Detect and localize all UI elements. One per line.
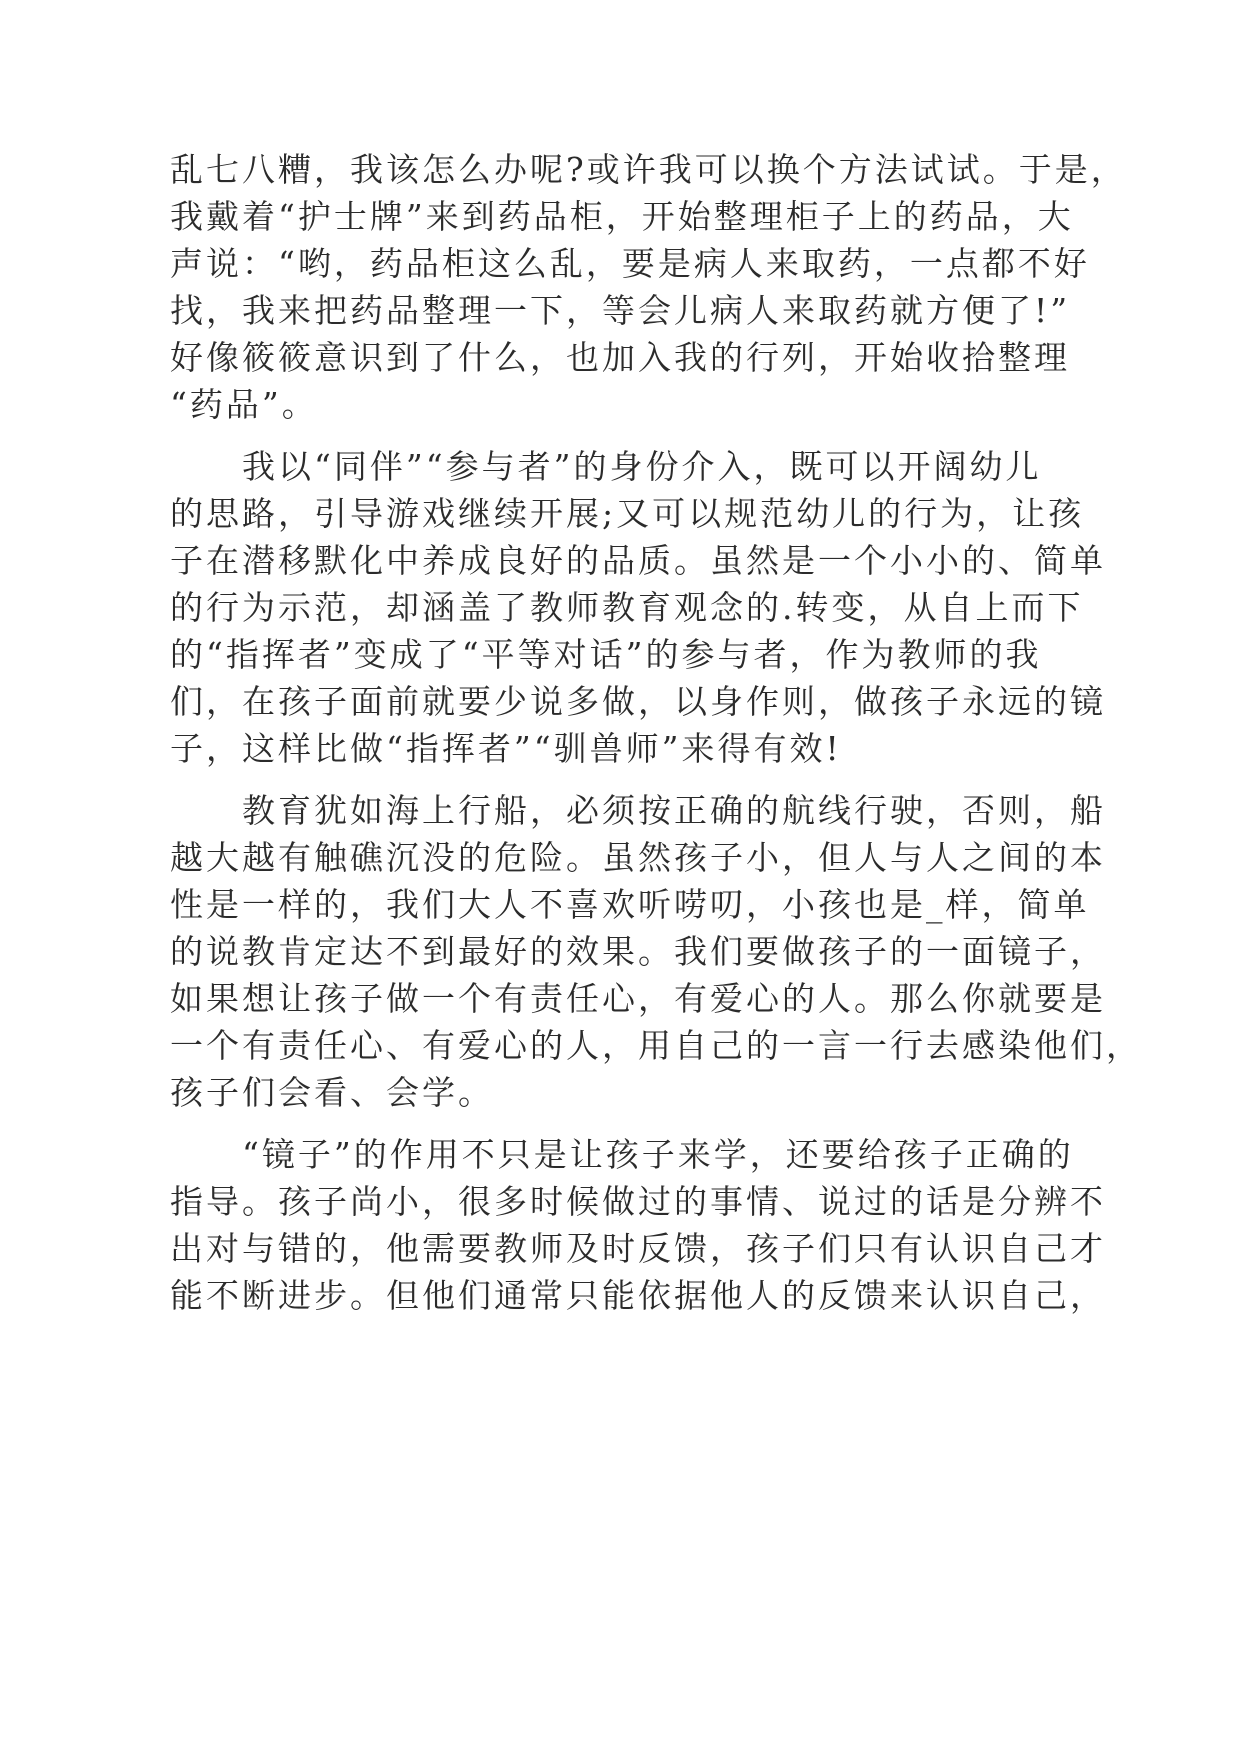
- text-line: 我戴着“护士牌”来到药品柜，开始整理柜子上的药品，大: [170, 197, 1074, 236]
- text-line: 的“指挥者”变成了“平等对话”的参与者，作为教师的我: [170, 635, 1042, 674]
- text-line: 教育犹如海上行船，必须按正确的航线行驶，否则，船: [170, 791, 1106, 830]
- text-line: 们，在孩子面前就要少说多做，以身作则，做孩子永远的镜: [170, 682, 1106, 721]
- text-line: 的说教肯定达不到最好的效果。我们要做孩子的一面镜子，: [170, 932, 1106, 971]
- text-line: 找，我来把药品整理一下，等会儿病人来取药就方便了!”: [170, 291, 1071, 330]
- text-line: 如果想让孩子做一个有责任心，有爱心的人。那么你就要是: [170, 979, 1106, 1018]
- text-line: 子在潜移默化中养成良好的品质。虽然是一个小小的、简单: [170, 541, 1106, 580]
- text-line: 性是一样的，我们大人不喜欢听唠叨，小孩也是_样，简单: [170, 885, 1090, 924]
- text-line: 声说：“哟，药品柜这么乱，要是病人来取药，一点都不好: [170, 244, 1090, 283]
- paragraph-4: [170, 1131, 1106, 1319]
- paragraph-2: [170, 443, 1106, 772]
- text-line: 孩子们会看、会学。: [170, 1073, 494, 1112]
- text-line: 出对与错的，他需要教师及时反馈，孩子们只有认识自己才: [170, 1229, 1106, 1268]
- text-line: 的行为示范，却涵盖了教师教育观念的.转变，从自上而下: [170, 588, 1084, 627]
- document-body: [170, 146, 1142, 1319]
- text-line: 一个有责任心、有爱心的人，用自己的一言一行去感染他们，: [170, 1026, 1142, 1065]
- text-line: 指导。孩子尚小，很多时候做过的事情、说过的话是分辨不: [170, 1182, 1106, 1221]
- text-line: 的思路，引导游戏继续开展;又可以规范幼儿的行为，让孩: [170, 494, 1085, 533]
- text-line: 越大越有触礁沉没的危险。虽然孩子小，但人与人之间的本: [170, 838, 1106, 877]
- text-line: 乱七八糟，我该怎么办呢?或许我可以换个方法试试。于是，: [170, 150, 1127, 189]
- text-line: “镜子”的作用不只是让孩子来学，还要给孩子正确的: [170, 1135, 1074, 1174]
- text-line: “药品”。: [170, 385, 318, 424]
- text-line: 我以“同伴”“参与者”的身份介入，既可以开阔幼儿: [170, 447, 1042, 486]
- paragraph-1: [170, 146, 1127, 428]
- text-line: 好像筱筱意识到了什么，也加入我的行列，开始收拾整理: [170, 338, 1070, 377]
- text-line: 能不断进步。但他们通常只能依据他人的反馈来认识自己，: [170, 1276, 1106, 1315]
- paragraph-3: [170, 787, 1142, 1116]
- text-line: 子，这样比做“指挥者”“驯兽师”来得有效!: [170, 729, 842, 768]
